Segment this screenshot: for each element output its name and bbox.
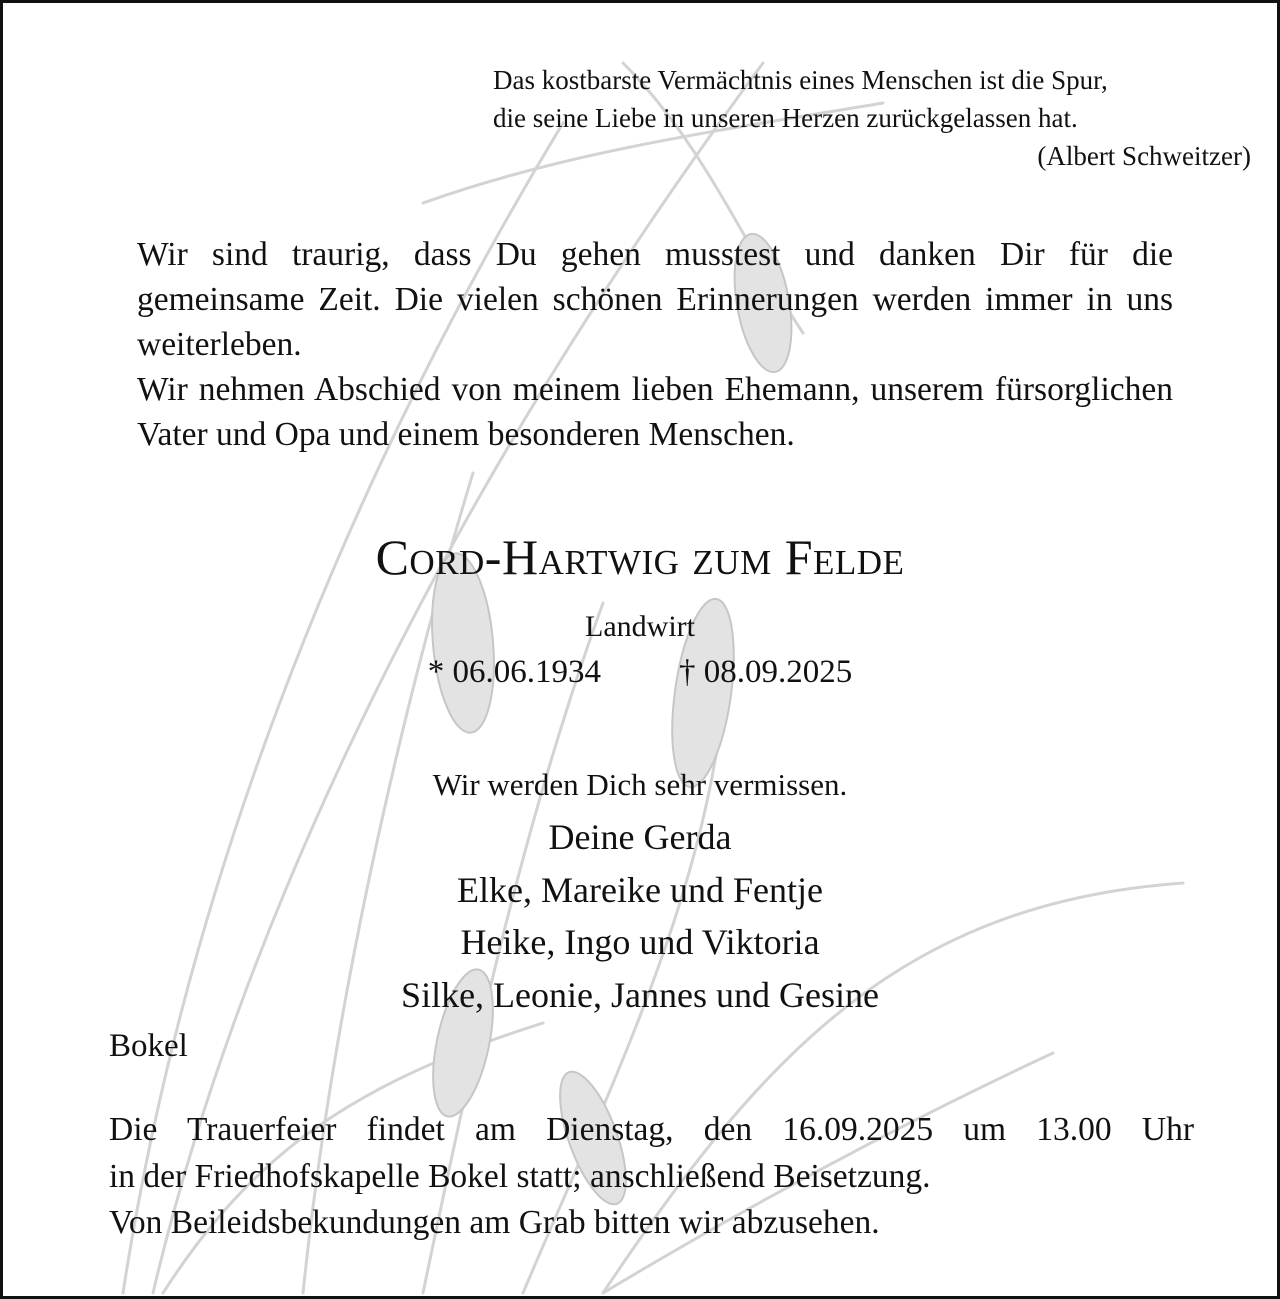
intro-paragraph: Wir sind traurig, dass Du gehen musstest und danken Dir für die gemeinsame Zeit. Die vielen schönen Erinnerungen werden immer in uns weiterleben. xyxy=(137,236,1173,363)
place-name: Bokel xyxy=(109,1028,188,1064)
deceased-name: Cord-Hartwig zum Felde xyxy=(375,529,905,585)
mourner-line: Deine Gerda xyxy=(548,817,732,857)
quote-block xyxy=(493,61,1253,175)
intro-text xyxy=(137,232,1173,457)
mourner-line: Silke, Leonie, Jannes und Gesine xyxy=(401,974,879,1015)
notice-line: Die Trauerfeier findet am Dienstag, den 16.09.2025 um 13.00 Uhr xyxy=(109,1111,1194,1148)
death-date: † 08.09.2025 xyxy=(679,654,853,690)
quote-author: (Albert Schweitzer) xyxy=(1037,141,1251,171)
mourners-list xyxy=(3,811,1277,1021)
notice-line: Von Beileidsbekundungen am Grab bitten wir abzusehen. xyxy=(109,1204,880,1241)
birth-date: * 06.06.1934 xyxy=(427,654,601,690)
mourners-intro: Wir werden Dich sehr vermissen. xyxy=(432,767,848,802)
quote-line: Das kostbarste Vermächtnis eines Menschen ist die Spur, xyxy=(493,65,1108,95)
mourner-line: Elke, Mareike und Fentje xyxy=(457,869,823,910)
funeral-notice xyxy=(109,1107,1194,1247)
mourner-line: Heike, Ingo und Viktoria xyxy=(460,922,820,962)
deceased-profession: Landwirt xyxy=(585,610,695,643)
life-dates xyxy=(3,650,1277,694)
intro-paragraph: Wir nehmen Abschied von meinem lieben Ehemann, unserem fürsorglichen Vater und Opa und einem besonderen Menschen. xyxy=(137,371,1173,453)
notice-line: in der Friedhofskapelle Bokel statt; anschließend Beisetzung. xyxy=(109,1157,931,1195)
quote-line: die seine Liebe in unseren Herzen zurückgelassen hat. xyxy=(493,103,1078,133)
